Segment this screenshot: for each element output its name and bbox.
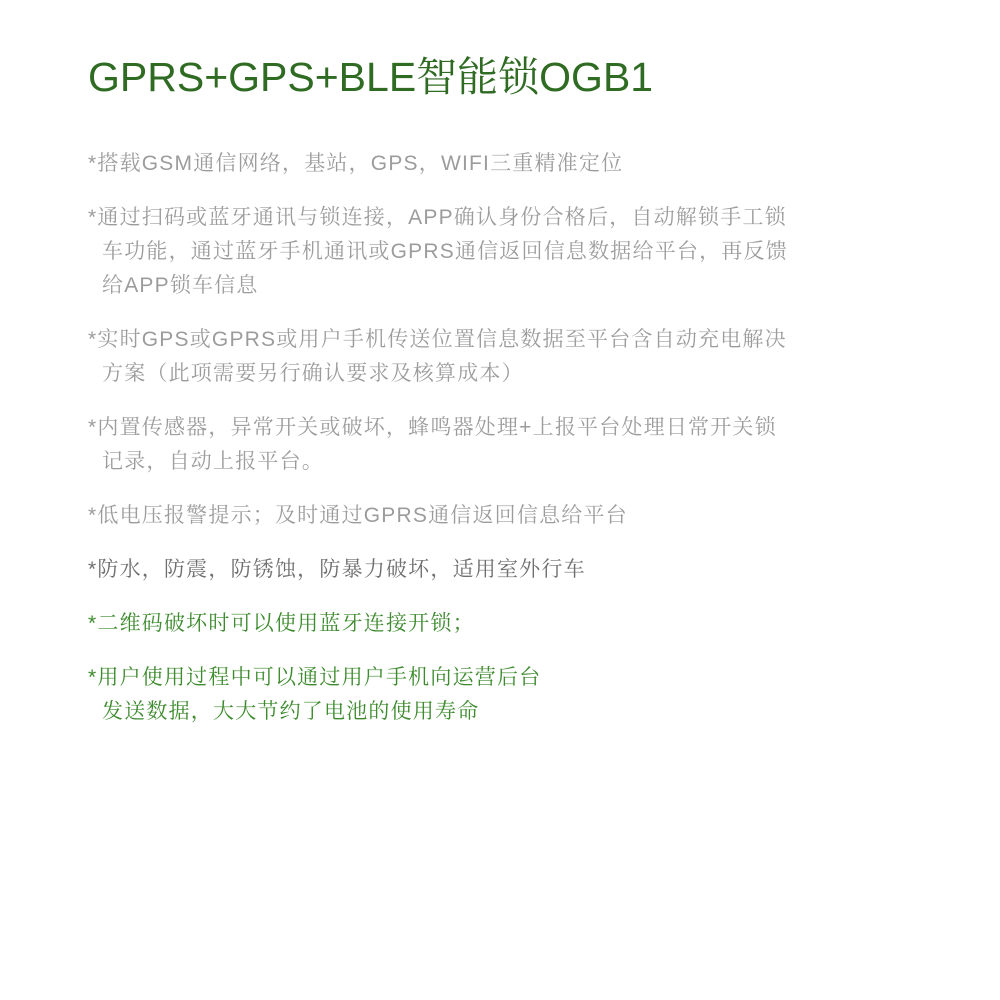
page-title: GPRS+GPS+BLE智能锁OGB1 [88,54,654,100]
feature-paragraph-unlock-flow [88,201,903,303]
feature-line: *低电压报警提示；及时通过GPRS通信返回信息给平台 [88,504,628,528]
feature-paragraph-durability [88,553,903,587]
feature-line: *防水，防震，防锈蚀，防暴力破坏，适用室外行车 [88,558,586,582]
feature-line: 车功能，通过蓝牙手机通讯或GPRS通信返回信息数据给平台，再反馈 [102,240,788,264]
feature-line: *用户使用过程中可以通过用户手机向运营后台 [88,666,542,690]
feature-line: *搭载GSM通信网络，基站，GPS，WIFI三重精准定位 [88,152,624,176]
feature-paragraph-sensor [88,411,903,479]
feature-line: *通过扫码或蓝牙通讯与锁连接，APP确认身份合格后，自动解锁手工锁 [88,206,787,230]
feature-line: 记录，自动上报平台。 [102,450,324,474]
feature-paragraph-low-voltage-alarm [88,499,903,533]
feature-list [88,147,940,729]
feature-line: *实时GPS或GPRS或用户手机传送位置信息数据至平台含自动充电解决 [88,328,787,352]
feature-line: 发送数据，大大节约了电池的使用寿命 [102,700,480,724]
feature-paragraph-positioning [88,147,903,181]
feature-line: *二维码破坏时可以使用蓝牙连接开锁； [88,612,475,636]
feature-line: 给APP锁车信息 [102,274,259,298]
feature-line: *内置传感器，异常开关或破坏，蜂鸣器处理+上报平台处理日常开关锁 [88,416,777,440]
feature-line: 方案（此项需要另行确认要求及核算成本） [102,362,524,386]
feature-paragraph-realtime-location [88,323,903,391]
feature-paragraph-battery-life [88,661,903,729]
feature-paragraph-bluetooth-backup [88,607,903,641]
